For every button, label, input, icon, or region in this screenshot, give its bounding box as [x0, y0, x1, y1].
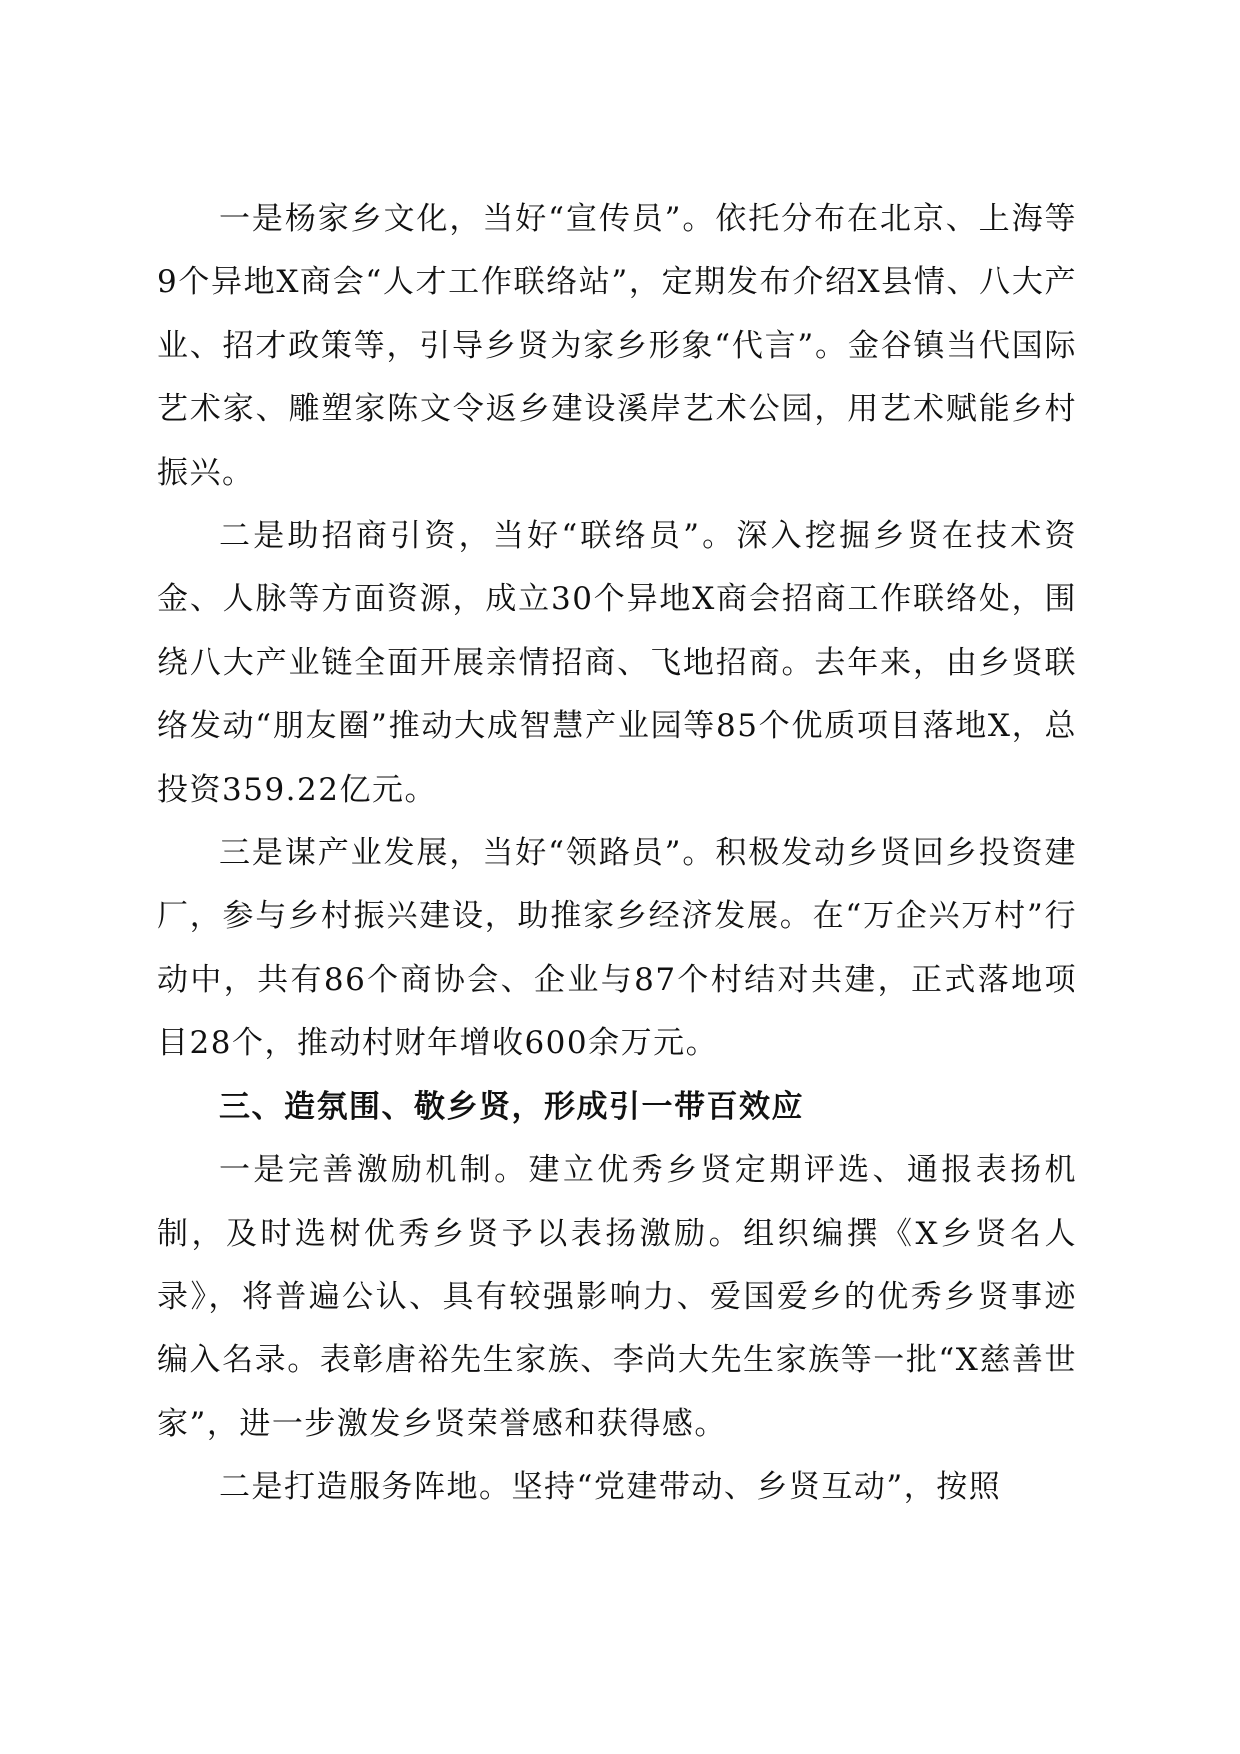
- paragraph-service: 二是打造服务阵地。坚持“党建带动、乡贤互动”，按照: [219, 1469, 1002, 1506]
- paragraph-publicity: 一是杨家乡文化，当好“宣传员”。依托分布在北京、上海等9个异地X商会“人才工作联络站”，定期发布介绍X县情、八大产业、招才政策等，引导乡贤为家乡形象“代言”。金谷镇当代国际艺术家、雕塑家陈文令返乡建设溪岸艺术公园，用艺术赋能乡村振兴。: [157, 201, 1077, 491]
- paragraph-industry: 三是谋产业发展，当好“领路员”。积极发动乡贤回乡投资建厂，参与乡村振兴建设，助推家乡经济发展。在“万企兴万村”行动中，共有86个商协会、企业与87个村结对共建，正式落地项目28个，推动村财年增收600余万元。: [157, 835, 1077, 1062]
- document-body: [157, 188, 1077, 1520]
- section-heading: 三、造氛围、敬乡贤，形成引一带百效应: [219, 1088, 804, 1125]
- paragraph-investment: 二是助招商引资，当好“联络员”。深入挖掘乡贤在技术资金、人脉等方面资源，成立30个异地X商会招商工作联络处，围绕八大产业链全面开展亲情招商、飞地招商。去年来，由乡贤联络发动“朋友圈”推动大成智慧产业园等85个优质项目落地X，总投资359.22亿元。: [157, 518, 1077, 808]
- paragraph-incentive: 一是完善激励机制。建立优秀乡贤定期评选、通报表扬机制，及时选树优秀乡贤予以表扬激励。组织编撰《X乡贤名人录》，将普遍公认、具有较强影响力、爱国爱乡的优秀乡贤事迹编入名录。表彰唐裕先生家族、李尚大先生家族等一批“X慈善世家”，进一步激发乡贤荣誉感和获得感。: [157, 1152, 1077, 1442]
